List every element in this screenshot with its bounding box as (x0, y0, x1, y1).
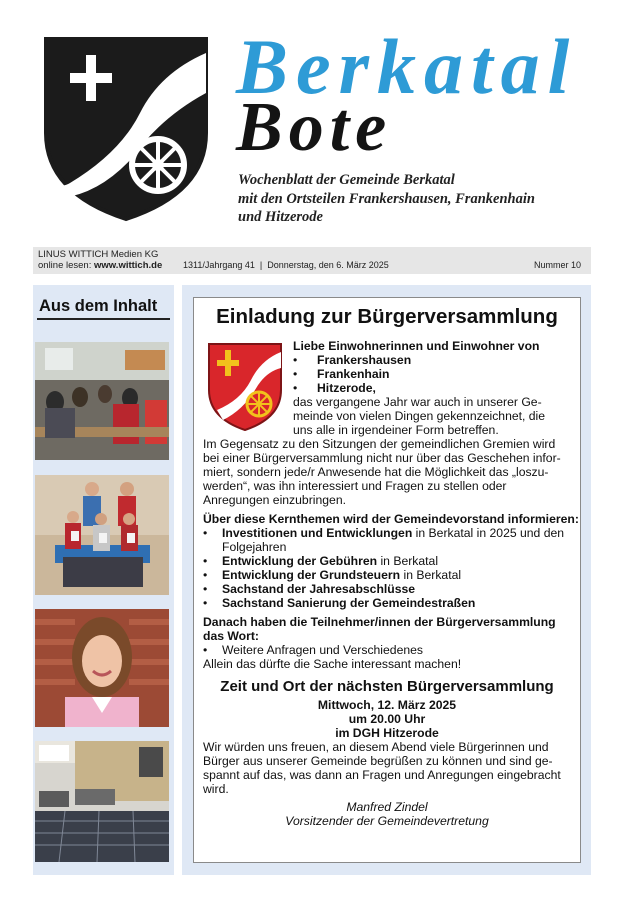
berkatal-color-crest (203, 338, 287, 434)
district-item: Frankenhain (317, 367, 390, 381)
topic-rest: Folgejahren (222, 540, 287, 554)
online-url-link[interactable]: www.wittich.de (93, 260, 163, 271)
subtitle-line: und Hitzerode (238, 209, 323, 225)
topic-item (222, 568, 461, 582)
issue-date-info: 1311/Jahrgang 41 | Donnerstag, den 6. März 2025 (183, 260, 389, 270)
when-heading: Zeit und Ort der nächsten Bürgerversammlung (220, 678, 554, 695)
topic-item (222, 554, 438, 568)
photo-assembly-hall[interactable] (35, 342, 169, 460)
meeting-place: im DGH Hitzerode (335, 726, 439, 740)
topics-heading: Über diese Kernthemen wird der Gemeindevorstand informieren: (203, 512, 579, 526)
masthead-title-berkatal: Berkatal (236, 23, 578, 110)
topic-item (222, 596, 475, 610)
publisher-name: LINUS WITTICH Medien KG (38, 249, 159, 260)
bullet: • (293, 353, 298, 367)
article-title: Einladung zur Bürgerversammlung (216, 305, 558, 328)
paragraph-line: Im Gegensatz zu den Sitzungen der gemeindlichen Gremien wird (203, 437, 556, 451)
intro-line: uns alle in irgendeiner Form betreffen. (293, 423, 499, 437)
closing-line: Bürger aus unserer Gemeinde begrüßen zu können und sind ge- (203, 754, 553, 768)
photo-portrait-woman[interactable] (35, 609, 169, 727)
participants-line: das Wort: (203, 629, 259, 643)
online-prefix: online lesen: (38, 260, 94, 271)
bullet: • (203, 568, 208, 582)
closing-line: Wir würden uns freuen, an diesem Abend viele Bürgerinnen und (203, 740, 549, 754)
topic-rest: in Berkatal in 2025 und den (412, 526, 565, 540)
photo-honored-members[interactable] (35, 475, 169, 595)
bullet: • (203, 643, 208, 657)
topic-bold: Investitionen und Entwicklungen (222, 526, 413, 540)
paragraph-line: miert, sondern jede/r Anwesende hat die Möglichkeit das „loszu- (203, 465, 549, 479)
topic-bold: Entwicklung der Gebühren (222, 554, 378, 568)
interesting-line: Allein das dürfte die Sache interessant machen! (203, 657, 462, 671)
meeting-date: Mittwoch, 12. März 2025 (317, 698, 457, 712)
intro-line: das vergangene Jahr war auch in unserer Ge- (293, 395, 542, 409)
paragraph-line: Anregungen einzubringen. (203, 493, 346, 507)
topic-bold: Sachstand der Jahresabschlüsse (222, 582, 416, 596)
contents-heading: Aus dem Inhalt (39, 297, 158, 315)
subtitle-line: Wochenblatt der Gemeinde Berkatal (238, 172, 455, 188)
bullet: • (203, 596, 208, 610)
misc-item: Weitere Anfragen und Verschiedenes (222, 643, 424, 657)
masthead-title-bote: Bote (236, 89, 393, 166)
intro-line: meinde von vielen Dingen gekennzeichnet, die (293, 409, 546, 423)
topic-rest: in Berkatal (377, 554, 439, 568)
bullet: • (293, 367, 298, 381)
bullet: • (293, 381, 298, 395)
masthead-subtitle (238, 171, 608, 227)
issue-number: Nummer 10 (534, 260, 582, 270)
topic-item (222, 582, 415, 596)
paragraph-line: werden“, was ihn interessiert und Fragen zu stellen oder (203, 479, 507, 493)
meeting-time: um 20.00 Uhr (348, 712, 426, 726)
photo-solar-installation[interactable] (35, 741, 169, 862)
topic-item (222, 540, 286, 554)
topic-bold: Sachstand Sanierung der Gemeindestraßen (222, 596, 476, 610)
participants-line: Danach haben die Teilnehmer/innen der Bürgerversammlung (203, 615, 556, 629)
topic-rest: in Berkatal (400, 568, 462, 582)
heading-rule (37, 318, 170, 320)
bullet: • (203, 554, 208, 568)
signature-name: Manfred Zindel (346, 800, 428, 814)
closing-line: spannt auf das, was dann an Fragen und Anregungen eingebracht (203, 768, 561, 782)
greeting: Liebe Einwohnerinnen und Einwohner von (293, 339, 540, 353)
bullet: • (203, 526, 208, 540)
bullet: • (203, 582, 208, 596)
subtitle-line: mit den Ortsteilen Frankershausen, Frankenhain (238, 190, 535, 207)
paragraph-line: bei einer Bürgerversammlung nicht nur über das Geschehen infor- (203, 451, 561, 465)
signature-role: Vorsitzender der Gemeindevertretung (285, 814, 489, 828)
berkatal-coat-of-arms (40, 33, 212, 223)
topic-bold: Entwicklung der Grundsteuern (222, 568, 401, 582)
topic-item (222, 526, 564, 540)
district-item: Hitzerode, (317, 381, 376, 395)
online-line (38, 260, 162, 271)
closing-line: wird. (203, 782, 229, 796)
publisher-block (38, 249, 162, 271)
district-item: Frankershausen (317, 353, 412, 367)
